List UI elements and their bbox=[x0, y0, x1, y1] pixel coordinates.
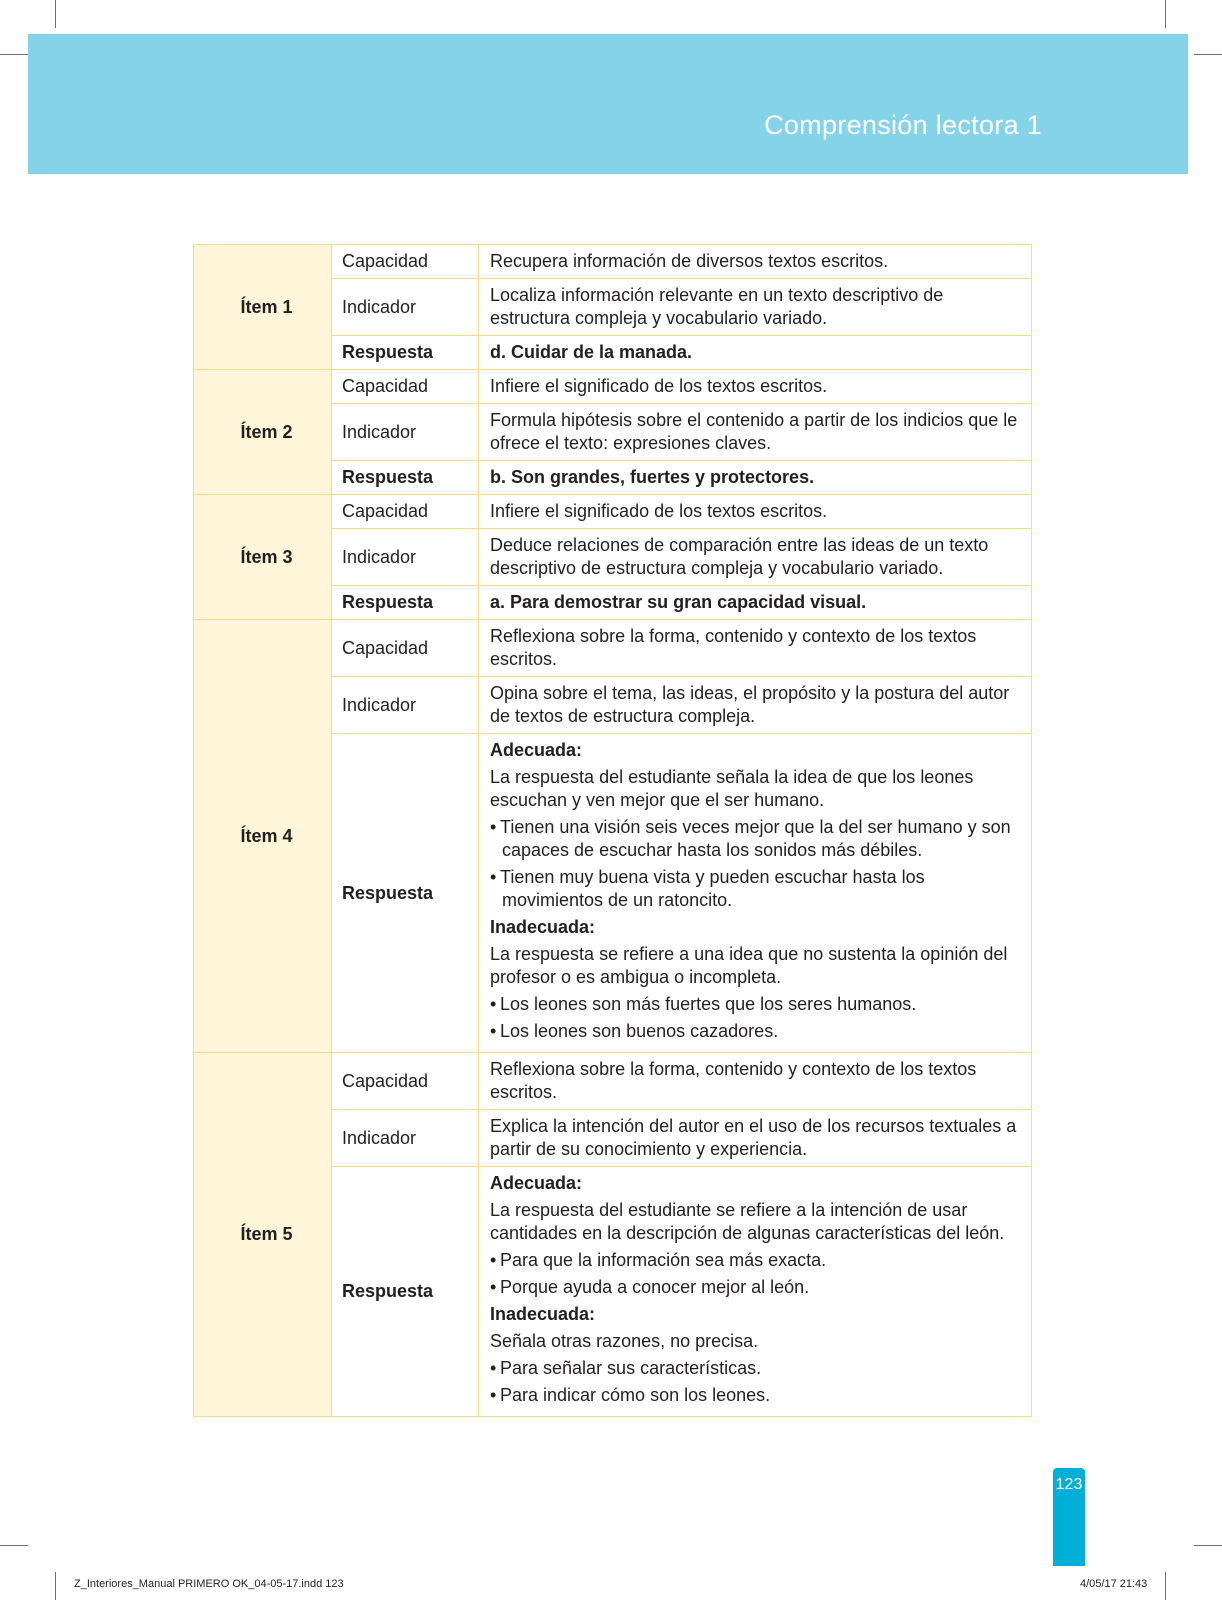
indicador-label: Indicador bbox=[332, 1110, 479, 1167]
bullet-mark: • bbox=[490, 867, 497, 887]
respuesta-label: Respuesta bbox=[332, 586, 479, 620]
bullet-item bbox=[490, 816, 1021, 862]
evaluation-table bbox=[193, 244, 1032, 1417]
indicador-label: Indicador bbox=[332, 529, 479, 586]
respuesta-text: d. Cuidar de la manada. bbox=[479, 336, 1032, 370]
bullet-mark: • bbox=[490, 1277, 497, 1297]
bullet-text: Porque ayuda a conocer mejor al león. bbox=[500, 1277, 810, 1297]
bullet-item bbox=[490, 1357, 1021, 1380]
table-row bbox=[194, 370, 1032, 404]
crop-mark bbox=[1165, 0, 1166, 28]
bullet-mark: • bbox=[490, 1385, 497, 1405]
page-title: Comprensión lectora 1 bbox=[764, 110, 1042, 140]
capacidad-text: Reflexiona sobre la forma, contenido y contexto de los textos escritos. bbox=[479, 620, 1032, 677]
indicador-text: Explica la intención del autor en el uso de los recursos textuales a partir de su conocimiento y experiencia. bbox=[479, 1110, 1032, 1167]
respuesta-label: Respuesta bbox=[332, 1167, 479, 1417]
inadecuada-heading: Inadecuada: bbox=[490, 917, 596, 937]
item-label: Ítem 1 bbox=[194, 245, 332, 370]
bullet-text: Para indicar cómo son los leones. bbox=[500, 1385, 771, 1405]
capacidad-label: Capacidad bbox=[332, 1053, 479, 1110]
bullet-text: Tienen muy buena vista y pueden escuchar hasta los movimientos de un ratoncito. bbox=[500, 867, 925, 910]
bullet-item bbox=[490, 1276, 1021, 1299]
print-slug-date: 4/05/17 21:43 bbox=[1080, 1578, 1148, 1590]
respuesta-content bbox=[479, 1167, 1032, 1417]
capacidad-label: Capacidad bbox=[332, 245, 479, 279]
indicador-label: Indicador bbox=[332, 279, 479, 336]
indicador-label: Indicador bbox=[332, 404, 479, 461]
capacidad-text: Infiere el significado de los textos escritos. bbox=[479, 495, 1032, 529]
table-row bbox=[194, 1053, 1032, 1110]
adecuada-heading: Adecuada: bbox=[490, 740, 583, 760]
bullet-mark: • bbox=[490, 1250, 497, 1270]
indicador-label: Indicador bbox=[332, 677, 479, 734]
respuesta-text: b. Son grandes, fuertes y protectores. bbox=[479, 461, 1032, 495]
bullet-text: Los leones son buenos cazadores. bbox=[500, 1021, 779, 1041]
inadecuada-text: La respuesta se refiere a una idea que no sustenta la opinión del profesor o es ambigua o incompleta. bbox=[490, 944, 1008, 987]
respuesta-label: Respuesta bbox=[332, 734, 479, 1053]
bullet-text: Tienen una visión seis veces mejor que la del ser humano y son capaces de escuchar hasta los sonidos más débiles. bbox=[500, 817, 1011, 860]
inadecuada-text: Señala otras razones, no precisa. bbox=[490, 1331, 759, 1351]
bullet-text: Para que la información sea más exacta. bbox=[500, 1250, 827, 1270]
bullet-item bbox=[490, 993, 1021, 1016]
indicador-text: Localiza información relevante en un texto descriptivo de estructura compleja y vocabulario variado. bbox=[479, 279, 1032, 336]
crop-mark bbox=[55, 0, 56, 28]
bullet-item bbox=[490, 1020, 1021, 1043]
item-label: Ítem 2 bbox=[194, 370, 332, 495]
respuesta-content bbox=[479, 734, 1032, 1053]
bullet-item bbox=[490, 866, 1021, 912]
table-row bbox=[194, 620, 1032, 677]
header-band bbox=[28, 34, 1188, 174]
crop-mark bbox=[55, 1572, 56, 1600]
item-label: Ítem 4 bbox=[194, 620, 332, 1053]
print-slug-file: Z_Interiores_Manual PRIMERO OK_04-05-17.indd 123 bbox=[74, 1578, 344, 1590]
indicador-text: Formula hipótesis sobre el contenido a partir de los indicios que le ofrece el texto: expresiones claves. bbox=[479, 404, 1032, 461]
table-row bbox=[194, 495, 1032, 529]
bullet-mark: • bbox=[490, 817, 497, 837]
item-label: Ítem 3 bbox=[194, 495, 332, 620]
bullet-item bbox=[490, 1249, 1021, 1272]
capacidad-text: Recupera información de diversos textos escritos. bbox=[479, 245, 1032, 279]
bullet-text: Los leones son más fuertes que los seres humanos. bbox=[500, 994, 917, 1014]
bullet-mark: • bbox=[490, 1358, 497, 1378]
respuesta-text: a. Para demostrar su gran capacidad visual. bbox=[479, 586, 1032, 620]
bullet-mark: • bbox=[490, 1021, 497, 1041]
crop-mark bbox=[1194, 54, 1222, 55]
respuesta-label: Respuesta bbox=[332, 461, 479, 495]
respuesta-label: Respuesta bbox=[332, 336, 479, 370]
capacidad-label: Capacidad bbox=[332, 495, 479, 529]
bullet-text: Para señalar sus características. bbox=[500, 1358, 762, 1378]
adecuada-heading: Adecuada: bbox=[490, 1173, 583, 1193]
item-label: Ítem 5 bbox=[194, 1053, 332, 1417]
capacidad-text: Infiere el significado de los textos escritos. bbox=[479, 370, 1032, 404]
bullet-mark: • bbox=[490, 994, 497, 1014]
capacidad-label: Capacidad bbox=[332, 620, 479, 677]
capacidad-label: Capacidad bbox=[332, 370, 479, 404]
bullet-item bbox=[490, 1384, 1021, 1407]
crop-mark bbox=[0, 1545, 28, 1546]
capacidad-text: Reflexiona sobre la forma, contenido y contexto de los textos escritos. bbox=[479, 1053, 1032, 1110]
crop-mark bbox=[1194, 1545, 1222, 1546]
inadecuada-heading: Inadecuada: bbox=[490, 1304, 596, 1324]
adecuada-text: La respuesta del estudiante se refiere a la intención de usar cantidades en la descripción de algunas características del león. bbox=[490, 1200, 1005, 1243]
indicador-text: Opina sobre el tema, las ideas, el propósito y la postura del autor de textos de estructura compleja. bbox=[479, 677, 1032, 734]
adecuada-text: La respuesta del estudiante señala la idea de que los leones escuchan y ven mejor que el ser humano. bbox=[490, 767, 974, 810]
page-number: 123 bbox=[1055, 1476, 1083, 1493]
table-row bbox=[194, 245, 1032, 279]
crop-mark bbox=[0, 54, 28, 55]
indicador-text: Deduce relaciones de comparación entre las ideas de un texto descriptivo de estructura compleja y vocabulario variado. bbox=[479, 529, 1032, 586]
crop-mark bbox=[1165, 1572, 1166, 1600]
